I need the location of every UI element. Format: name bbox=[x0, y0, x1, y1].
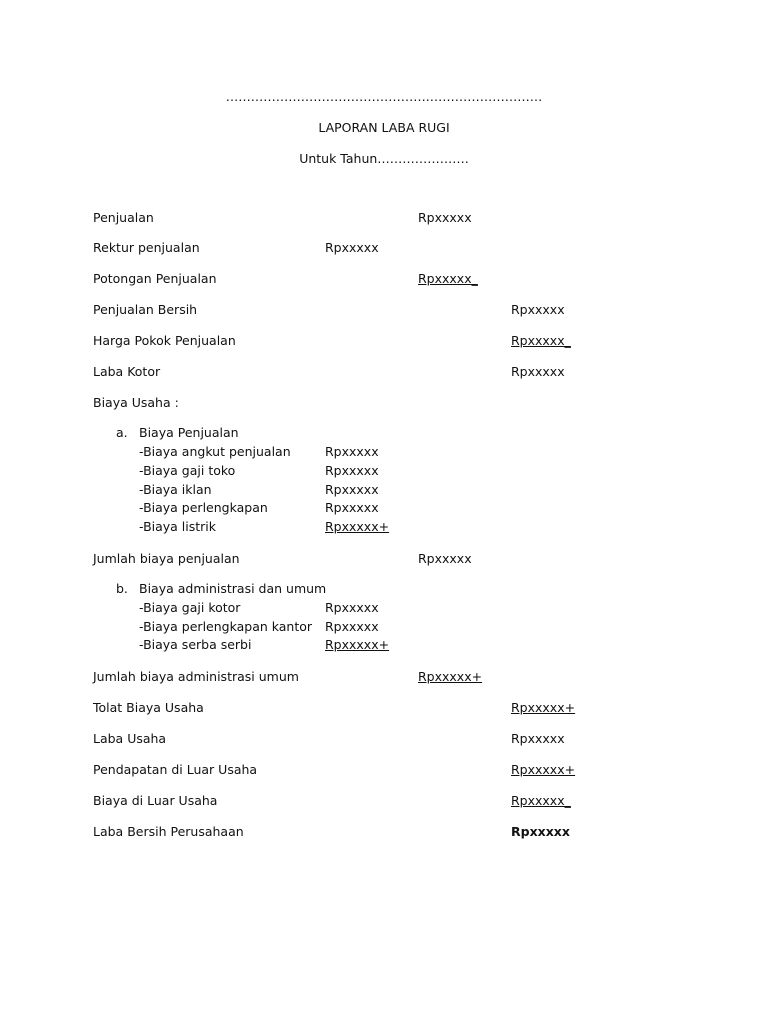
section-a-total-value: Rpxxxxx bbox=[418, 551, 472, 566]
section-b-title: Biaya administrasi dan umum bbox=[139, 581, 327, 596]
row-value-potongan: Rpxxxxx_ bbox=[418, 271, 478, 286]
row-label-biaya-luar: Biaya di Luar Usaha bbox=[93, 793, 218, 808]
section-b-item-value: Rpxxxxx+ bbox=[325, 637, 390, 652]
section-a-total-label: Jumlah biaya penjualan bbox=[93, 551, 240, 566]
section-b-item-value: Rpxxxxx bbox=[325, 619, 379, 634]
row-value-penjualan-bersih: Rpxxxxx bbox=[511, 302, 565, 317]
company-name-placeholder: ………………………………………….……………………… bbox=[225, 89, 543, 104]
section-b-item-label: -Biaya serba serbi bbox=[139, 637, 252, 652]
row-label-laba-kotor: Laba Kotor bbox=[93, 364, 161, 379]
row-value-retur: Rpxxxxx bbox=[325, 240, 379, 255]
section-a-title: Biaya Penjualan bbox=[139, 425, 239, 440]
row-value-total-biaya: Rpxxxxx+ bbox=[511, 700, 576, 715]
section-b-item-value: Rpxxxxx bbox=[325, 600, 379, 615]
section-b-item-label: -Biaya gaji kotor bbox=[139, 600, 241, 615]
row-label-retur: Rektur penjualan bbox=[93, 240, 200, 255]
section-a-item-label: -Biaya listrik bbox=[139, 519, 217, 534]
section-a-item-value: Rpxxxxx bbox=[325, 444, 379, 459]
row-label-total-biaya: Tolat Biaya Usaha bbox=[93, 700, 204, 715]
row-value-laba-bersih: Rpxxxxx bbox=[511, 824, 570, 839]
row-value-biaya-luar: Rpxxxxx_ bbox=[511, 793, 571, 808]
row-label-laba-bersih: Laba Bersih Perusahaan bbox=[93, 824, 244, 839]
section-b-item-label: -Biaya perlengkapan kantor bbox=[139, 619, 313, 634]
row-value-pendapatan-luar: Rpxxxxx+ bbox=[511, 762, 576, 777]
row-value-laba-usaha: Rpxxxxx bbox=[511, 731, 565, 746]
section-a-item-value: Rpxxxxx bbox=[325, 500, 379, 515]
section-a-item-value: Rpxxxxx+ bbox=[325, 519, 390, 534]
section-a-item-label: -Biaya iklan bbox=[139, 482, 212, 497]
report-year-line: Untuk Tahun…………………. bbox=[299, 151, 469, 166]
section-b-marker: b. bbox=[116, 581, 128, 596]
row-value-laba-kotor: Rpxxxxx bbox=[511, 364, 565, 379]
row-label-laba-usaha: Laba Usaha bbox=[93, 731, 167, 746]
row-label-hpp: Harga Pokok Penjualan bbox=[93, 333, 236, 348]
row-label-penjualan-bersih: Penjualan Bersih bbox=[93, 302, 198, 317]
row-label-penjualan: Penjualan bbox=[93, 210, 154, 225]
report-title: LAPORAN LABA RUGI bbox=[318, 120, 450, 135]
section-a-item-label: -Biaya perlengkapan bbox=[139, 500, 268, 515]
section-a-item-value: Rpxxxxx bbox=[325, 463, 379, 478]
section-a-item-value: Rpxxxxx bbox=[325, 482, 379, 497]
section-b-total-value: Rpxxxxx+ bbox=[418, 669, 483, 684]
row-value-penjualan: Rpxxxxx bbox=[418, 210, 472, 225]
row-label-potongan: Potongan Penjualan bbox=[93, 271, 217, 286]
section-a-item-label: -Biaya angkut penjualan bbox=[139, 444, 291, 459]
section-b-total-label: Jumlah biaya administrasi umum bbox=[93, 669, 299, 684]
row-value-hpp: Rpxxxxx_ bbox=[511, 333, 571, 348]
row-label-pendapatan-luar: Pendapatan di Luar Usaha bbox=[93, 762, 258, 777]
section-heading-biaya-usaha: Biaya Usaha : bbox=[93, 395, 179, 410]
section-a-item-label: -Biaya gaji toko bbox=[139, 463, 236, 478]
section-a-marker: a. bbox=[116, 425, 128, 440]
